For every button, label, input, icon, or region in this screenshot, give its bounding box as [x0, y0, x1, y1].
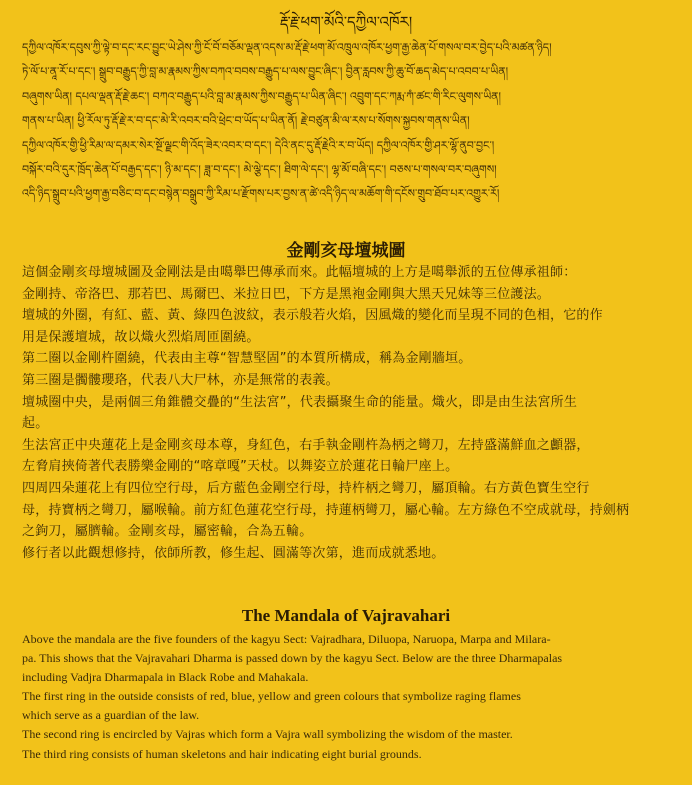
tibetan-line: དཀྱིལ་འཁོར་གྱི་ཕྱི་རིམ་ལ་དམར་སེར་སྔོ་ལྗང་གི་འོད་ཟེར་འབར་བ་དང་། དེའི་ནང་དུ་རྡོ་རྗེའི་ར་བ་ཡོད། དཀྱིལ་འཁོར་གྱི་ཤར་ལྷོ་ནུབ་བྱང་།	[22, 138, 495, 152]
tibetan-line: བཞུགས་ཡིན། དཔལ་ལྡན་རྡོ་རྗེ་ཆང་། བཀའ་བརྒྱུད་པའི་བླ་མ་རྣམས་ཀྱིས་བརྒྱུད་པ་ཡིན་ཞིང་། འབྲུག་དང་ཀརྨ་ཀཾ་ཚང་གི་རིང་ལུགས་ཡིན།	[22, 89, 501, 103]
chinese-line: 起。	[22, 416, 49, 432]
english-title: The Mandala of Vajravahari	[241, 606, 451, 625]
tibetan-title: རྡོ་རྗེ་ཕག་མོའི་དཀྱིལ་འཁོར།	[279, 13, 413, 31]
tibetan-line: བསྐོར་བའི་དུར་ཁྲོད་ཆེན་པོ་བརྒྱད་དང་། ཉི་མ་དང་། ཟླ་བ་དང་། མེ་ལྕེ་དང་། ཐིག་ལེ་དང་། ལྷ་མོ་བཞི་དང་། བཅས་པ་གསལ་བར་བཞུགས།	[22, 162, 497, 176]
chinese-body	[22, 262, 676, 564]
tibetan-line: གནས་པ་ཡིན། ཕྱི་རོལ་ཏུ་རྡོ་རྗེ་ར་བ་དང་མེ་རི་འབར་བའི་ཕྲེང་བ་ཡོད་པ་ཡིན་ནོ། རྗེ་བཙུན་མི་ལ་རས་པ་སོགས་སྐྱབས་གནས་ཡིན།	[22, 114, 470, 128]
chinese-line: 用是保護壇城，故以熾火烈焰周匝圍繞。	[22, 329, 260, 345]
chinese-line: 第二圈以金剛杵圍繞，代表由主尊“智慧堅固”的本質所構成，稱為金剛牆垣。	[22, 351, 472, 367]
english-line: pa. This shows that the Vajravahari Dharma is passed down by the kagyu Sect. Below are the three Dharmapalas	[22, 651, 563, 666]
english-line: which serve as a guardian of the law.	[22, 708, 200, 723]
english-line: The third ring consists of human skeletons and hair indicating eight burial grounds.	[22, 746, 422, 761]
english-line: The first ring in the outside consists of red, blue, yellow and green colours that symbolize raging flames	[22, 689, 521, 704]
english-line: including Vadjra Dharmapala in Black Robe and Mahakala.	[22, 670, 309, 685]
chinese-line: 生法宮正中央蓮花上是金剛亥母本尊，身紅色，右手執金剛杵為柄之彎刀，左持盛滿鮮血之顱器，	[22, 437, 590, 453]
chinese-line: 四周四朵蓮花上有四位空行母，后方藍色金剛空行母，持杵柄之彎刀，屬頂輪。右方黃色寶生空行	[22, 480, 590, 496]
chinese-line: 左脅肩挾倚著代表勝樂金剛的“喀章嘎”天杖。以舞姿立於蓮花日輪尸座上。	[22, 459, 459, 475]
chinese-line: 第三圈是髑髏瓔珞，代表八大尸林，亦是無常的表義。	[22, 372, 339, 388]
chinese-line: 這個金剛亥母壇城圖及金剛法是由噶舉巴傳承而來。此幅壇城的上方是噶舉派的五位傳承祖師：	[22, 265, 577, 280]
tibetan-body	[22, 36, 674, 207]
chinese-line: 之鉤刀，屬臍輪。金剛亥母，屬密輪，合為五輪。	[22, 524, 313, 540]
chinese-line: 壇城圈中央，是兩個三角錐體交疊的“生法宮”，代表攝聚生命的能量。熾火，即是由生法宮所生	[22, 394, 578, 410]
chinese-title: 金剛亥母壇城圖	[286, 241, 406, 261]
chinese-line: 母，持寶柄之彎刀，屬喉輪。前方紅色蓮花空行母，持蓮柄彎刀，屬心輪。左方綠色不空成就母，持劍柄	[22, 502, 630, 518]
english-line: The second ring is encircled by Vajras which form a Vajra wall symbolizing the wisdom of the master.	[22, 727, 513, 742]
tibetan-line: འདི་ཉིད་སྒྲུབ་པའི་ཕྱག་རྒྱ་བཅིང་བ་དང་བསྙེན་བསྒྲུབ་ཀྱི་རིམ་པ་རྫོགས་པར་བྱས་ན་ཚེ་འདི་ཉིད་ལ་མཆོག་གི་དངོས་གྲུབ་ཐོབ་པར་འགྱུར་རོ།	[22, 187, 500, 201]
tibetan-line: དཀྱིལ་འཁོར་དབུས་ཀྱི་ལྟེ་བ་དང་རང་བྱུང་ཡེ་ཤེས་ཀྱི་ངོ་བོ་བཅོམ་ལྡན་འདས་མ་རྡོ་རྗེ་ཕག་མོ་འཁྲུལ་འཁོར་ཕྱག་རྒྱ་ཆེན་པོ་གསལ་བར་བྱེད་པའི་མཚན་ཉིད།	[22, 41, 552, 54]
chinese-line: 金剛持、帝洛巴、那若巴、馬爾巴、米拉日巴，下方是黑袍金剛與大黑天兄妹等三位護法。	[22, 286, 551, 302]
tibetan-line: ཏེ་ལོ་པ་ནཱ་རོ་པ་དང་། སྒྲུབ་བརྒྱུད་ཀྱི་བླ་མ་རྣམས་ཀྱིས་བཀའ་བབས་བརྒྱུད་པ་ལས་བྱུང་ཞིང་། བྱིན་རླབས་ཀྱི་ཆུ་བོ་ཆད་མེད་པ་འབབ་པ་ཡིན།	[22, 65, 509, 79]
chinese-line: 修行者以此觀想修持，依師所教，修生起、圓滿等次第，進而成就悉地。	[22, 545, 445, 561]
english-line: Above the mandala are the five founders of the kagyu Sect: Vajradhara, Diluopa, Naruopa, Marpa and Milara-	[22, 632, 551, 646]
english-body	[22, 630, 674, 764]
chinese-line: 壇城的外圈，有紅、藍、黃、綠四色波紋，表示般若火焰，因風熾的變化而呈現不同的色相，它的作	[22, 308, 603, 324]
